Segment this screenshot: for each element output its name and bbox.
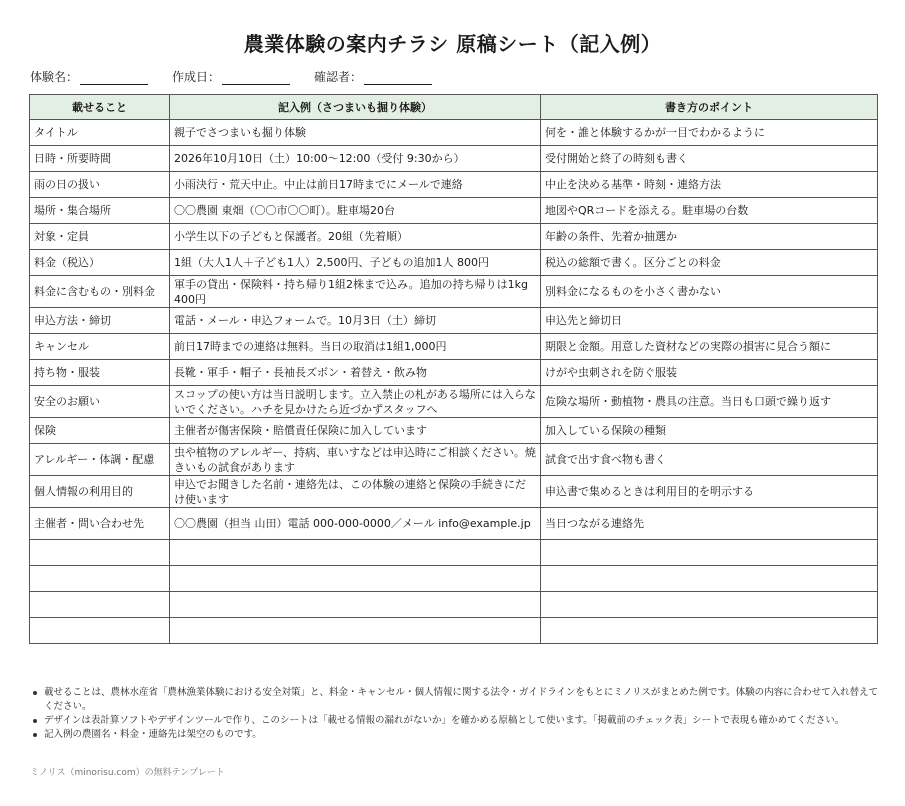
cell-item-blank[interactable] [30,566,170,592]
cell-item[interactable]: 場所・集合場所 [30,198,170,224]
cell-point[interactable]: 当日つながる連絡先 [541,508,878,540]
cell-example[interactable]: 小雨決行・荒天中止。中止は前日17時までにメールで連絡 [170,172,541,198]
cell-point[interactable]: 期限と金額。用意した資材などの実際の損害に見合う額に [541,334,878,360]
notes [30,686,880,742]
table-row [30,224,878,250]
cell-example[interactable]: 主催者が傷害保険・賠償責任保険に加入しています [170,418,541,444]
cell-example[interactable]: 小学生以下の子どもと保護者。20組（先着順） [170,224,541,250]
cell-point[interactable]: 地図やQRコードを添える。駐車場の台数 [541,198,878,224]
cell-item[interactable]: 料金（税込） [30,250,170,276]
meta-label: 体験名： [30,70,79,84]
empty-row [30,566,878,592]
cell-item[interactable]: 保険 [30,418,170,444]
meta-blank-line[interactable] [222,71,290,85]
table-row [30,308,878,334]
table-row [30,334,878,360]
table-row [30,172,878,198]
cell-point[interactable]: 何を・誰と体験するかが一目でわかるように [541,120,878,146]
cell-item[interactable]: 雨の日の扱い [30,172,170,198]
cell-example[interactable]: 〇〇農園（担当 山田）電話 000-000-0000／メール info@example.jp [170,508,541,540]
meta-fields [30,69,452,85]
cell-point[interactable]: 加入している保険の種類 [541,418,878,444]
empty-row [30,540,878,566]
table-row [30,386,878,418]
cell-example[interactable]: 長靴・軍手・帽子・長袖長ズボン・着替え・飲み物 [170,360,541,386]
table-header-row [30,95,878,120]
cell-item[interactable]: 申込方法・締切 [30,308,170,334]
cell-item-blank[interactable] [30,592,170,618]
meta-blank-line[interactable] [364,71,432,85]
cell-point-blank[interactable] [541,566,878,592]
cell-example[interactable]: 〇〇農園 東畑（〇〇市〇〇町）。駐車場20台 [170,198,541,224]
table-row [30,198,878,224]
meta-blank-line[interactable] [80,71,148,85]
cell-item[interactable]: タイトル [30,120,170,146]
cell-point[interactable]: 申込先と締切日 [541,308,878,334]
table-row [30,444,878,476]
cell-point[interactable]: 危険な場所・動植物・農具の注意。当日も口頭で繰り返す [541,386,878,418]
cell-item[interactable]: 日時・所要時間 [30,146,170,172]
cell-item[interactable]: 個人情報の利用目的 [30,476,170,508]
table-row [30,146,878,172]
header-item: 載せること [30,95,170,120]
cell-item[interactable]: アレルギー・体調・配慮 [30,444,170,476]
cell-item[interactable]: キャンセル [30,334,170,360]
cell-example[interactable]: スコップの使い方は当日説明します。立入禁止の札がある場所には入らないでください。ハチを見かけたら近づかずスタッフへ [170,386,541,418]
cell-point[interactable]: 別料金になるものを小さく書かない [541,276,878,308]
cell-point-blank[interactable] [541,618,878,644]
cell-example-blank[interactable] [170,566,541,592]
note-item: デザインは表計算ソフトやデザインツールで作り、このシートは「載せる情報の漏れがないか」を確かめる原稿として使います。「掲載前のチェック表」シートで表現も確かめてください。 [30,714,880,728]
table-row [30,250,878,276]
meta-checker [314,69,432,85]
cell-item[interactable]: 安全のお願い [30,386,170,418]
cell-item-blank[interactable] [30,540,170,566]
cell-point-blank[interactable] [541,592,878,618]
meta-label: 作成日： [172,70,221,84]
table-row [30,418,878,444]
meta-created-date [172,69,290,85]
cell-example[interactable]: 申込でお聞きした名前・連絡先は、この体験の連絡と保険の手続きにだけ使います [170,476,541,508]
cell-example[interactable]: 親子でさつまいも掘り体験 [170,120,541,146]
cell-example-blank[interactable] [170,592,541,618]
table-body [30,120,878,644]
cell-item[interactable]: 対象・定員 [30,224,170,250]
header-example: 記入例（さつまいも掘り体験） [170,95,541,120]
note-item: 載せることは、農林水産省「農林漁業体験における安全対策」と、料金・キャンセル・個人情報に関する法令・ガイドラインをもとにミノリスがまとめた例です。体験の内容に合わせて入れ替えてください。 [30,686,880,714]
draft-table [29,94,878,644]
header-point: 書き方のポイント [541,95,878,120]
cell-point-blank[interactable] [541,540,878,566]
empty-row [30,592,878,618]
table-row [30,508,878,540]
cell-point[interactable]: 中止を決める基準・時刻・連絡方法 [541,172,878,198]
empty-row [30,618,878,644]
cell-point[interactable]: 申込書で集めるときは利用目的を明示する [541,476,878,508]
cell-item-blank[interactable] [30,618,170,644]
table-row [30,276,878,308]
cell-example[interactable]: 前日17時までの連絡は無料。当日の取消は1組1,000円 [170,334,541,360]
table-row [30,120,878,146]
cell-example[interactable]: 2026年10月10日（土）10:00〜12:00（受付 9:30から） [170,146,541,172]
note-item: 記入例の農園名・料金・連絡先は架空のものです。 [30,728,880,742]
cell-example-blank[interactable] [170,540,541,566]
cell-point[interactable]: 税込の総額で書く。区分ごとの料金 [541,250,878,276]
cell-item[interactable]: 持ち物・服装 [30,360,170,386]
cell-example[interactable]: 軍手の貸出・保険料・持ち帰り1組2株まで込み。追加の持ち帰りは1kg 400円 [170,276,541,308]
meta-experience-name [30,69,148,85]
table-row [30,360,878,386]
table-row [30,476,878,508]
cell-item[interactable]: 主催者・問い合わせ先 [30,508,170,540]
cell-example[interactable]: 1組（大人1人＋子ども1人）2,500円、子どもの追加1人 800円 [170,250,541,276]
cell-item[interactable]: 料金に含むもの・別料金 [30,276,170,308]
cell-example[interactable]: 虫や植物のアレルギー、持病、車いすなどは申込時にご相談ください。焼きいもの試食があります [170,444,541,476]
cell-example-blank[interactable] [170,618,541,644]
page-title: 農業体験の案内チラシ 原稿シート（記入例） [243,32,662,56]
cell-point[interactable]: けがや虫刺されを防ぐ服装 [541,360,878,386]
cell-point[interactable]: 年齢の条件、先着か抽選か [541,224,878,250]
footer-credit: ミノリス（minorisu.com）の無料テンプレート [30,768,225,778]
meta-label: 確認者： [314,70,363,84]
cell-point[interactable]: 試食で出す食べ物も書く [541,444,878,476]
cell-point[interactable]: 受付開始と終了の時刻も書く [541,146,878,172]
cell-example[interactable]: 電話・メール・申込フォームで。10月3日（土）締切 [170,308,541,334]
